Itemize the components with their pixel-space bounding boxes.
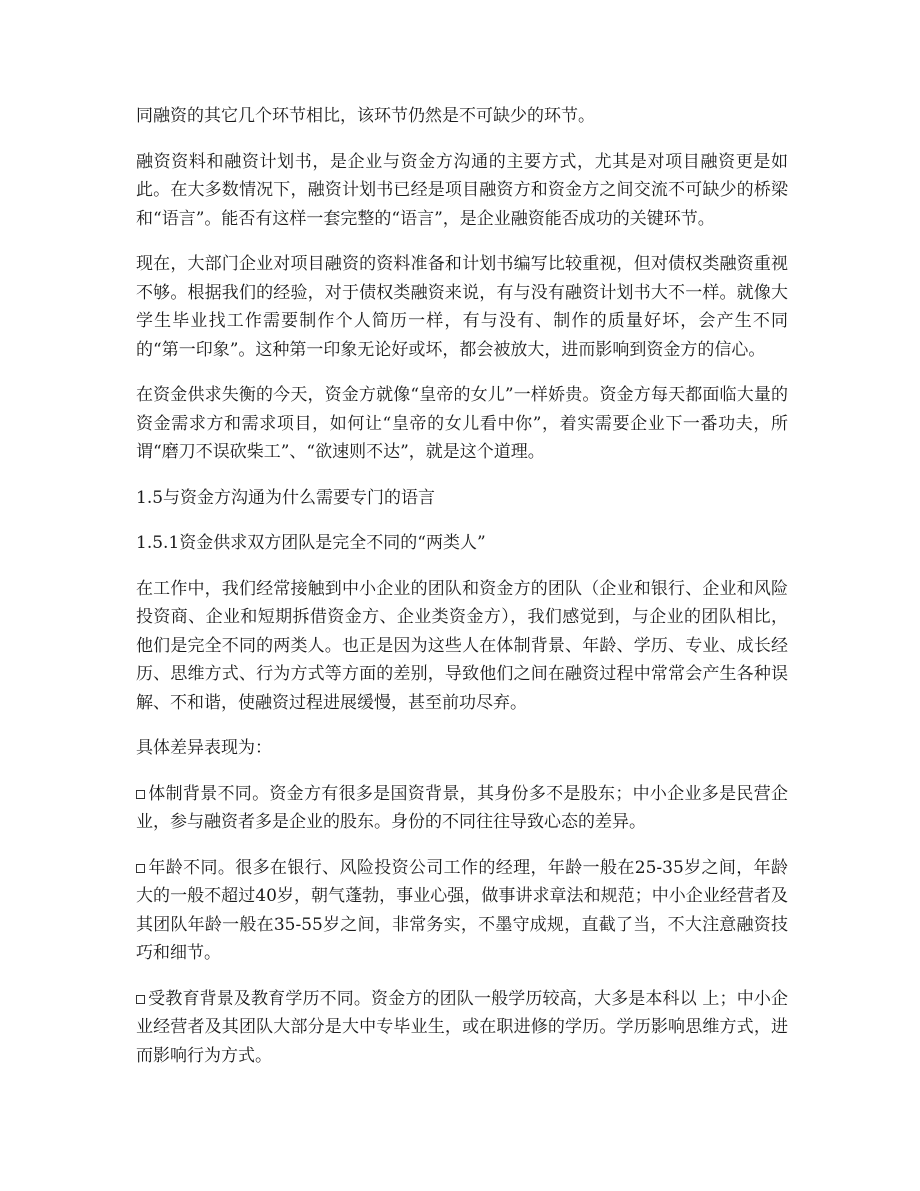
bullet-item-2 bbox=[136, 854, 788, 968]
paragraph-6: 具体差异表现为： bbox=[136, 738, 272, 758]
bullet-text-1: 体制背景不同。资金方有很多是国资背景，其身份多不是股东；中小企业多是民营企业，参与融资者多是企业的股东。身份的不同往往导致心态的差异。 bbox=[136, 783, 788, 832]
paragraph-2: 融资资料和融资计划书，是企业与资金方沟通的主要方式，尤其是对项目融资更是如此。在大多数情况下，融资计划书已经是项目融资方和资金方之间交流不可缺少的桥梁和“语言”。能否有这样一套完整的“语言”，是企业融资能否成功的关键环节。 bbox=[136, 151, 788, 229]
paragraph-3: 现在，大部门企业对项目融资的资料准备和计划书编写比较重视，但对债权类融资重视不够。根据我们的经验，对于债权类融资来说，有与没有融资计划书大不一样。就像大学生毕业找工作需要制作个人简历一样，有与没有、制作的质量好坏，会产生不同的“第一印象”。这种第一印象无论好或坏，都会被放大，进而影响到资金方的信心。 bbox=[136, 254, 788, 360]
paragraph-1: 同融资的其它几个环节相比，该环节仍然是不可缺少的环节。 bbox=[136, 106, 595, 126]
bullet-item-3 bbox=[136, 985, 788, 1071]
paragraph-5: 在工作中，我们经常接触到中小企业的团队和资金方的团队（企业和银行、企业和风险投资商、企业和短期拆借资金方、企业类资金方），我们感觉到，与企业的团队相比，他们是完全不同的两类人。也正是因为这些人在体制背景、年龄、学历、专业、成长经历、思维方式、行为方式等方面的差别，导致他们之间在融资过程中常常会产生各种误解、不和谐，使融资过程进展缓慢，甚至前功尽弃。 bbox=[136, 578, 788, 713]
section-heading-1-5: 1.5与资金方沟通为什么需要专门的语言 bbox=[136, 487, 436, 508]
bullet-square-icon bbox=[136, 995, 145, 1004]
bullet-square-icon bbox=[136, 864, 145, 873]
bullet-text-2: 年龄不同。很多在银行、风险投资公司工作的经理，年龄一般在25-35岁之间，年龄大的一般不超过40岁，朝气蓬勃，事业心强，做事讲求章法和规范；中小企业经营者及其团队年龄一般在35-55岁之间，非常务实，不墨守成规，直截了当，不大注意融资技巧和细节。 bbox=[136, 857, 788, 963]
document-body bbox=[136, 102, 788, 1087]
paragraph-4: 在资金供求失衡的今天，资金方就像“皇帝的女儿”一样娇贵。资金方每天都面临大量的资金需求方和需求项目，如何让“皇帝的女儿看中你”，着实需要企业下一番功夫，所谓“磨刀不误砍柴工”、“欲速则不达”，就是这个道理。 bbox=[136, 385, 788, 462]
bullet-text-3: 受教育背景及教育学历不同。资金方的团队一般学历较高，大多是本科以 上；中小企业经营者及其团队大部分是大中专毕业生，或在职进修的学历。学历影响思维方式，进而影响行为方式。 bbox=[136, 988, 788, 1066]
section-heading-1-5-1: 1.5.1资金供求双方团队是完全不同的“两类人” bbox=[136, 533, 486, 553]
bullet-square-icon bbox=[136, 790, 145, 799]
bullet-item-1 bbox=[136, 780, 788, 837]
